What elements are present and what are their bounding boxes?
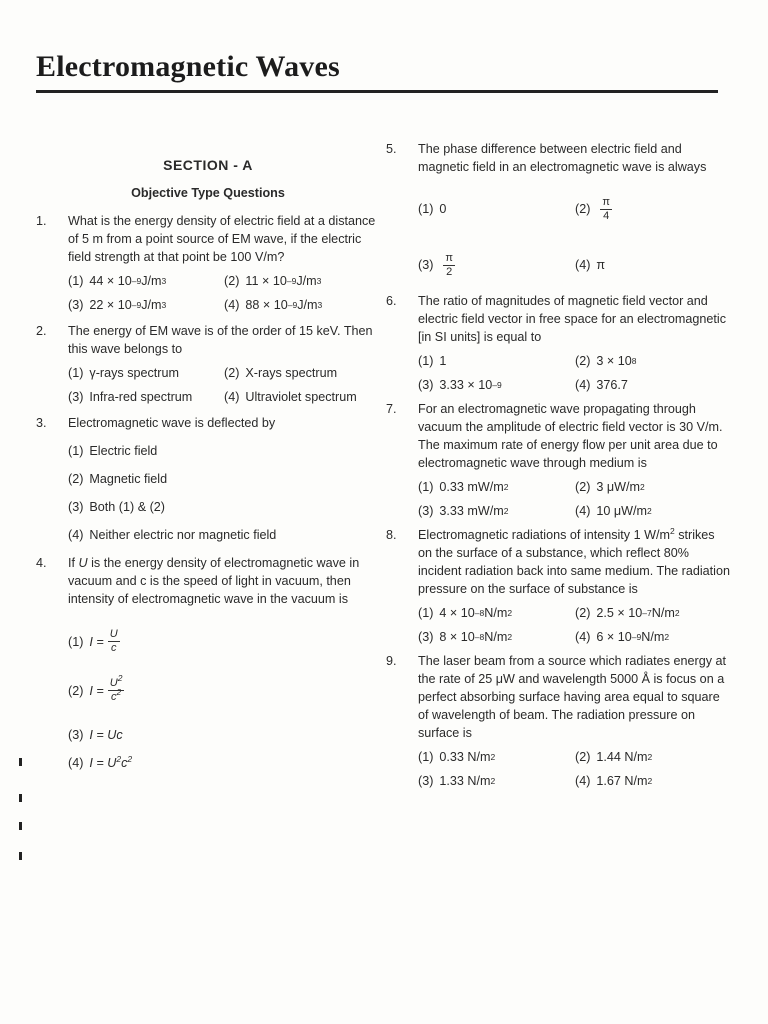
question-number: 5. [386, 142, 397, 156]
question-1 [36, 212, 380, 314]
fraction: $\frac{U}{c}$ [109, 628, 118, 654]
option[interactable]: (4) $I = U^2c^2$ [68, 754, 133, 770]
question-3 [36, 414, 380, 544]
question-5 [386, 140, 732, 282]
option[interactable]: (4) 88 × 10 –9 J/m 3 [224, 298, 323, 312]
option[interactable]: (3) Both (1) & (2) [68, 500, 165, 514]
option[interactable]: (1) 0 [418, 202, 447, 216]
question-7 [386, 400, 732, 520]
option[interactable]: (4) 1.67 N/m 2 [575, 774, 653, 788]
option[interactable]: (2) I = $\frac{U^2}{c^2}$ [68, 673, 123, 703]
fraction: $\frac{U^2}{c^2}$ [109, 673, 123, 703]
section-subtitle: Objective Type Questions [131, 186, 285, 200]
fraction: $\frac{\pi}{4}$ [602, 195, 610, 222]
right-column [386, 140, 732, 796]
option[interactable]: (1) Electric field [68, 444, 158, 458]
option[interactable]: (4) π [575, 258, 606, 272]
page-title: Electromagnetic Waves [36, 50, 340, 83]
question-text: If U is the energy density of electromagnetic wave in vacuum and c is the speed of light in vacuum, then intensity of electromagnetic wave in the vacuum is [68, 556, 360, 606]
option[interactable]: (4) 10 μW/m 2 [575, 504, 652, 518]
option[interactable]: (4) 376.7 [575, 378, 628, 392]
option[interactable]: (3) 1.33 N/m 2 [418, 774, 496, 788]
option[interactable]: (3) 3.33 × 10 –9 [418, 378, 502, 392]
option[interactable]: (1) γ-rays spectrum [68, 366, 179, 380]
question-text: For an electromagnetic wave propagating through vacuum the amplitude of electric field vector is 30 V/m. The maximum rate of energy flow per unit area due to electromagnetic wave through medium is [418, 402, 723, 470]
option[interactable]: (1) 0.33 mW/m 2 [418, 480, 509, 494]
option[interactable]: (1) 4 × 10 –8 N/m 2 [418, 606, 513, 620]
option[interactable]: (4) Ultraviolet spectrum [224, 390, 357, 404]
margin-mark [19, 758, 22, 766]
option[interactable]: (2) Magnetic field [68, 472, 168, 486]
question-6 [386, 292, 732, 394]
question-number: 7. [386, 402, 397, 416]
option[interactable]: (2) 1.44 N/m 2 [575, 750, 653, 764]
margin-mark [19, 822, 22, 830]
option[interactable]: (2) 3 μW/m 2 [575, 480, 645, 494]
question-text: The laser beam from a source which radiates energy at the rate of 25 μW and wavelength 5000 Å is focus on a perfect absorbing surface having area equal to square of wavelength of beam. The radiation pressure on surface is [418, 654, 726, 740]
question-text: The energy of EM wave is of the order of 15 keV. Then this wave belongs to [68, 324, 373, 356]
option[interactable]: (2) 11 × 10 –9 J/m 3 [224, 274, 322, 288]
left-column [36, 150, 380, 782]
question-text: Electromagnetic wave is deflected by [68, 416, 276, 430]
question-number: 2. [36, 324, 47, 338]
question-4 [36, 554, 380, 772]
option[interactable]: (3) Infra-red spectrum [68, 390, 193, 404]
title-rule [36, 90, 718, 93]
margin-mark [19, 794, 22, 802]
question-text: The ratio of magnitudes of magnetic field vector and electric field vector in free space for an electromagnetic [in SI units] is equal to [418, 294, 726, 344]
question-number: 1. [36, 214, 47, 228]
option[interactable]: (3) I = Uc [68, 728, 123, 742]
option[interactable]: (1) I = $\frac{U}{c}$ [68, 628, 118, 654]
question-text: Electromagnetic radiations of intensity 1 $W/m^2$ strikes on the surface of a substance, which reflect 80% incident radiation back into same medium. The radiation pressure on the surface of substance is [418, 526, 730, 596]
question-text: What is the energy density of electric field at a distance of 5 m from a point source of EM wave, if the electric field strength at that point be 100 V/m? [68, 214, 376, 264]
fraction: $\frac{\pi}{2}$ [445, 251, 453, 278]
question-2 [36, 322, 380, 406]
question-number: 4. [36, 556, 47, 570]
option[interactable]: (3) $\frac{\pi}{2}$ [418, 251, 453, 278]
option[interactable]: (1) 1 [418, 354, 447, 368]
section-title: SECTION - A [163, 157, 253, 173]
question-8 [386, 526, 732, 646]
option[interactable]: (4) 6 × 10 –9 N/m 2 [575, 630, 670, 644]
question-number: 9. [386, 654, 397, 668]
question-number: 3. [36, 416, 47, 430]
option[interactable]: (2) 2.5 × 10 –7 N/m 2 [575, 606, 680, 620]
option[interactable]: (3) 22 × 10 –9 J/m 3 [68, 298, 167, 312]
question-number: 8. [386, 528, 397, 542]
margin-mark [19, 852, 22, 860]
option[interactable]: (2) X-rays spectrum [224, 366, 338, 380]
question-text: The phase difference between electric field and magnetic field in an electromagnetic wave is always [418, 142, 707, 174]
option[interactable]: (4) Neither electric nor magnetic field [68, 528, 277, 542]
option[interactable]: (1) 44 × 10 –9 J/m 3 [68, 274, 167, 288]
question-number: 6. [386, 294, 397, 308]
option[interactable]: (3) 3.33 mW/m 2 [418, 504, 509, 518]
option[interactable]: (3) 8 × 10 –8 N/m 2 [418, 630, 513, 644]
option[interactable]: (1) 0.33 N/m 2 [418, 750, 496, 764]
option[interactable]: (2) $\frac{\pi}{4}$ [575, 195, 610, 222]
question-9 [386, 652, 732, 790]
option[interactable]: (2) 3 × 10 8 [575, 354, 637, 368]
